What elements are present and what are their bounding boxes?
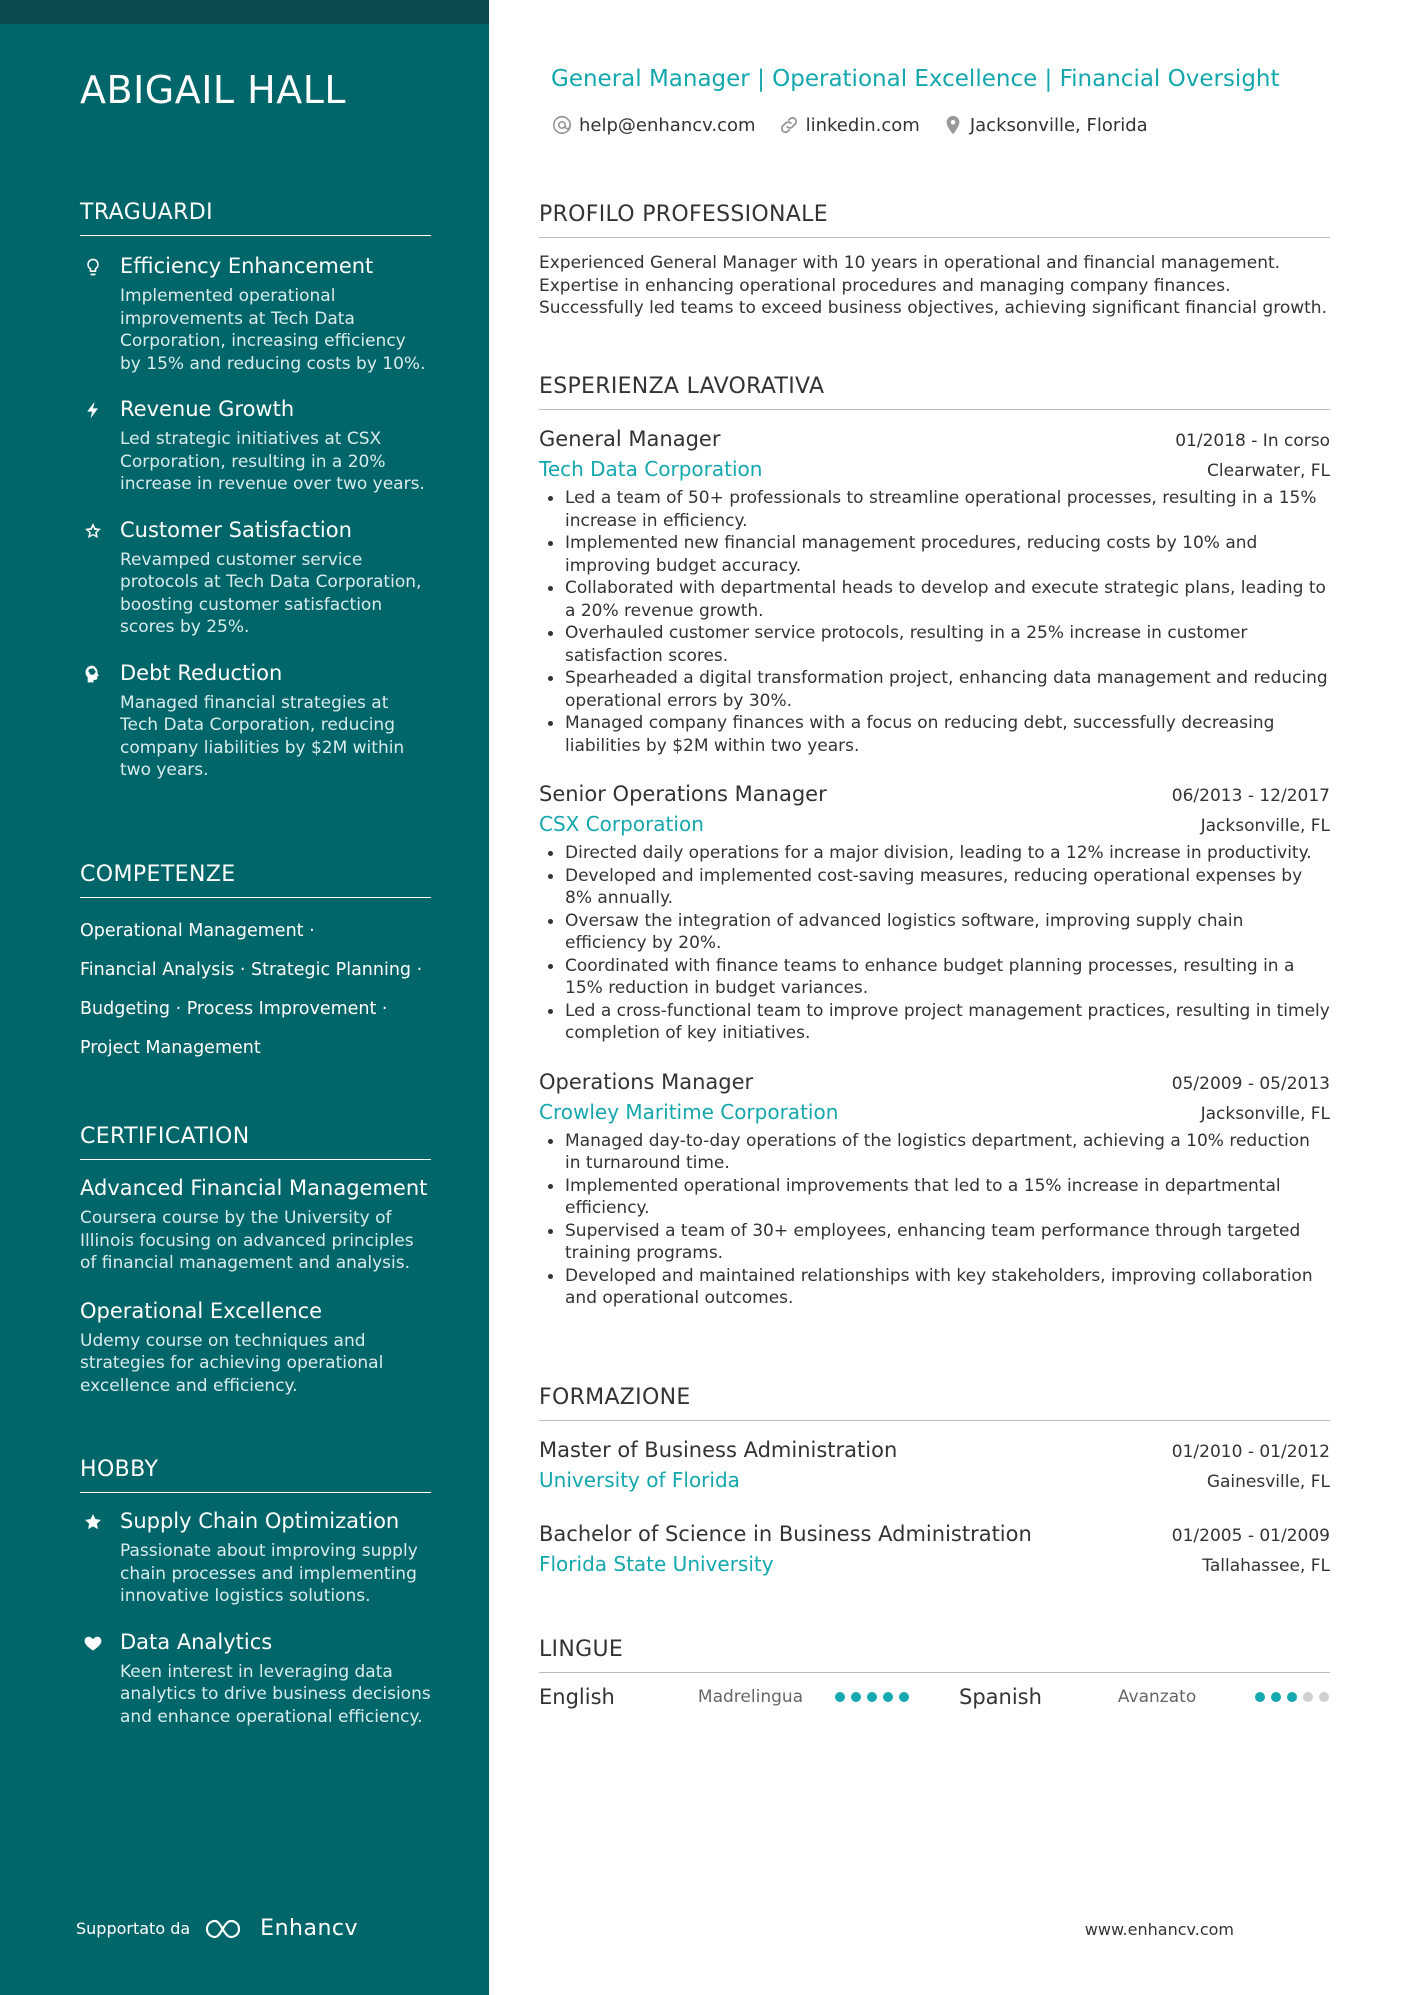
certification-section [80, 1124, 431, 1397]
link-icon [778, 114, 800, 136]
linkedin-contact[interactable] [778, 114, 920, 136]
experience-title: ESPERIENZA LAVORATIVA [539, 374, 1330, 410]
proficiency-dot-filled [1287, 1692, 1297, 1702]
achievement-title: Debt Reduction [120, 660, 283, 685]
skills-title: COMPETENZE [80, 862, 431, 898]
achievement-text: Implemented operational improvements at Tech Data Corporation, increasing efficiency by 15% and reducing costs by 10%. [120, 286, 426, 374]
proficiency-dot-empty [1303, 1692, 1313, 1702]
enhancv-logo-icon [204, 1917, 250, 1941]
proficiency-dot-filled [1271, 1692, 1281, 1702]
location-pin-icon [942, 114, 964, 136]
job-bullet: Spearheaded a digital transformation project, enhancing data management and reducing operational errors by 30%. [539, 667, 1330, 712]
job-dates: 01/2018 - In corso [1175, 431, 1330, 451]
star-outline-icon [82, 520, 104, 542]
job-bullet: Collaborated with departmental heads to develop and execute strategic plans, leading to a 20% revenue growth. [539, 577, 1330, 622]
job-bullet: Implemented new financial management procedures, reducing costs by 10% and improving budget accuracy. [539, 532, 1330, 577]
education-section [539, 1385, 1330, 1579]
location-contact [942, 114, 1148, 136]
achievement-text: Managed financial strategies at Tech Data Corporation, reducing company liabilities by $2M within two years. [120, 692, 405, 780]
degree-name: Master of Business Administration [539, 1438, 898, 1462]
proficiency-dot-filled [1255, 1692, 1265, 1702]
proficiency-dot-empty [1319, 1692, 1329, 1702]
job-entry [539, 424, 1330, 757]
job-company: Tech Data Corporation [539, 457, 763, 481]
skills-section [80, 862, 431, 1068]
job-bullet: Implemented operational improvements that led to a 15% increase in departmental efficiency. [539, 1175, 1330, 1220]
sidebar [0, 0, 489, 1995]
lightning-icon [82, 399, 104, 421]
language-item [539, 1685, 909, 1709]
job-bullet: Led a cross-functional team to improve project management practices, resulting in timely completion of key initiatives. [539, 1000, 1330, 1045]
hobby-text: Keen interest in leveraging data analytics to drive business decisions and enhance operational efficiency. [120, 1661, 431, 1727]
achievement-title: Customer Satisfaction [120, 517, 352, 542]
certification-item [80, 1297, 431, 1398]
language-level: Madrelingua [697, 1687, 804, 1707]
skill-line: Financial Analysis · Strategic Planning · [80, 960, 423, 980]
location-text: Jacksonville, Florida [969, 114, 1148, 136]
job-bullet: Overhauled customer service protocols, resulting in a 25% increase in customer satisfaction scores. [539, 622, 1330, 667]
supported-by-label: Supportato da [76, 1919, 191, 1938]
degree-name: Bachelor of Science in Business Administration [539, 1522, 1032, 1546]
education-dates: 01/2010 - 01/2012 [1171, 1442, 1330, 1462]
languages-section [539, 1637, 1330, 1709]
language-name: Spanish [959, 1685, 1042, 1709]
email-contact[interactable] [551, 114, 756, 136]
certification-text: Udemy course on techniques and strategies for achieving operational excellence and efficiency. [80, 1330, 384, 1396]
job-entry [539, 779, 1330, 1045]
job-role: Operations Manager [539, 1069, 754, 1094]
achievement-title: Efficiency Enhancement [120, 254, 374, 278]
experience-section [539, 374, 1330, 1310]
at-icon [551, 114, 573, 136]
proficiency-dot-filled [867, 1692, 877, 1702]
school-name: University of Florida [539, 1468, 740, 1492]
job-role: Senior Operations Manager [539, 782, 827, 806]
languages-title: LINGUE [539, 1637, 1330, 1673]
sidebar-footer [76, 1916, 358, 1941]
education-title: FORMAZIONE [539, 1385, 1330, 1421]
job-bullet: Directed daily operations for a major division, leading to a 12% increase in productivity. [539, 842, 1330, 865]
linkedin-text: linkedin.com [805, 114, 920, 136]
skills-list [80, 912, 431, 1068]
star-filled-icon [82, 1511, 104, 1533]
languages-list [539, 1685, 1330, 1709]
certification-name: Advanced Financial Management [80, 1176, 428, 1200]
sidebar-top-strip [0, 0, 489, 24]
achievement-title: Revenue Growth [120, 397, 295, 421]
job-bullet: Managed day-to-day operations of the logistics department, achieving a 10% reduction in turnaround time. [539, 1130, 1330, 1175]
job-bullet: Developed and maintained relationships with key stakeholders, improving collaboration and operational outcomes. [539, 1265, 1330, 1310]
proficiency-dot-filled [835, 1692, 845, 1702]
certification-title: CERTIFICATION [80, 1124, 431, 1160]
language-dots [835, 1692, 909, 1702]
achievement-text: Led strategic initiatives at CSX Corporation, resulting in a 20% increase in revenue over two years. [120, 429, 425, 494]
language-dots [1255, 1692, 1329, 1702]
achievement-item [80, 659, 431, 782]
achievements-section [80, 200, 431, 782]
skill-line: Project Management [80, 1038, 261, 1058]
hobby-title: HOBBY [80, 1457, 431, 1493]
job-location: Clearwater, FL [1207, 461, 1330, 481]
achievement-item [80, 395, 431, 496]
headline: General Manager | Operational Excellence | Financial Oversight [551, 66, 1280, 92]
person-name: ABIGAIL HALL [80, 68, 347, 112]
job-entry [539, 1067, 1330, 1310]
language-item [959, 1685, 1329, 1709]
job-dates: 06/2013 - 12/2017 [1171, 786, 1330, 806]
brain-head-icon [82, 663, 104, 685]
language-level: Avanzato [1117, 1687, 1197, 1707]
hobby-text: Passionate about improving supply chain processes and implementing innovative logistics solutions. [120, 1541, 418, 1606]
job-bullets [539, 1130, 1330, 1310]
hobby-item [80, 1507, 431, 1608]
school-location: Gainesville, FL [1206, 1472, 1330, 1492]
contact-row [551, 114, 1148, 136]
lightbulb-icon [82, 256, 104, 278]
proficiency-dot-filled [883, 1692, 893, 1702]
job-bullets [539, 842, 1330, 1045]
skill-line: Budgeting · Process Improvement · [80, 999, 388, 1019]
job-role: General Manager [539, 427, 721, 451]
job-company: Crowley Maritime Corporation [539, 1099, 839, 1124]
job-bullets [539, 487, 1330, 757]
education-dates: 01/2005 - 01/2009 [1171, 1526, 1330, 1546]
achievement-item [80, 516, 431, 639]
hobby-name: Supply Chain Optimization [120, 1509, 400, 1533]
skill-line: Operational Management · [80, 921, 315, 941]
job-company: CSX Corporation [539, 812, 704, 836]
footer-url[interactable]: www.enhancv.com [1084, 1920, 1234, 1939]
hobby-section [80, 1457, 431, 1728]
enhancv-brand-text: Enhancv [260, 1916, 358, 1941]
heart-icon [82, 1632, 104, 1654]
proficiency-dot-filled [851, 1692, 861, 1702]
job-bullet: Coordinated with finance teams to enhance budget planning processes, resulting in a 15% reduction in budget variances. [539, 955, 1330, 1000]
job-bullet: Managed company finances with a focus on reducing debt, successfully decreasing liabilities by $2M within two years. [539, 712, 1330, 757]
hobby-item [80, 1628, 431, 1729]
hobby-name: Data Analytics [120, 1629, 273, 1654]
achievements-title: TRAGUARDI [80, 200, 431, 236]
email-text: help@enhancv.com [579, 114, 756, 136]
job-bullet: Supervised a team of 30+ employees, enhancing team performance through targeted training programs. [539, 1220, 1330, 1265]
certification-name: Operational Excellence [80, 1298, 323, 1323]
proficiency-dot-filled [899, 1692, 909, 1702]
job-bullet: Oversaw the integration of advanced logistics software, improving supply chain efficiency by 20%. [539, 910, 1330, 955]
summary-text: Experienced General Manager with 10 years in operational and financial management. Expertise in enhancing operational procedures and managing company finances. Successfully led teams to exceed business objectives, achieving significant financial growth. [539, 253, 1327, 318]
certification-item [80, 1174, 431, 1275]
job-bullet: Developed and implemented cost-saving measures, reducing operational expenses by 8% annually. [539, 865, 1330, 910]
job-location: Jacksonville, FL [1200, 816, 1330, 836]
certification-text: Coursera course by the University of Illinois focusing on advanced principles of financial management and analysis. [80, 1208, 414, 1273]
enhancv-logo[interactable] [204, 1916, 358, 1941]
language-name: English [539, 1685, 615, 1709]
summary-section [539, 202, 1330, 320]
education-entry [539, 1519, 1330, 1579]
education-entry [539, 1435, 1330, 1495]
job-bullet: Led a team of 50+ professionals to streamline operational processes, resulting in a 15% increase in efficiency. [539, 487, 1330, 532]
school-location: Tallahassee, FL [1202, 1556, 1330, 1576]
job-location: Jacksonville, FL [1200, 1103, 1330, 1124]
achievement-item [80, 252, 431, 375]
school-name: Florida State University [539, 1552, 774, 1576]
achievement-text: Revamped customer service protocols at Tech Data Corporation, boosting customer satisfaction scores by 25%. [120, 549, 422, 637]
job-dates: 05/2009 - 05/2013 [1171, 1073, 1330, 1094]
summary-title: PROFILO PROFESSIONALE [539, 202, 1330, 238]
